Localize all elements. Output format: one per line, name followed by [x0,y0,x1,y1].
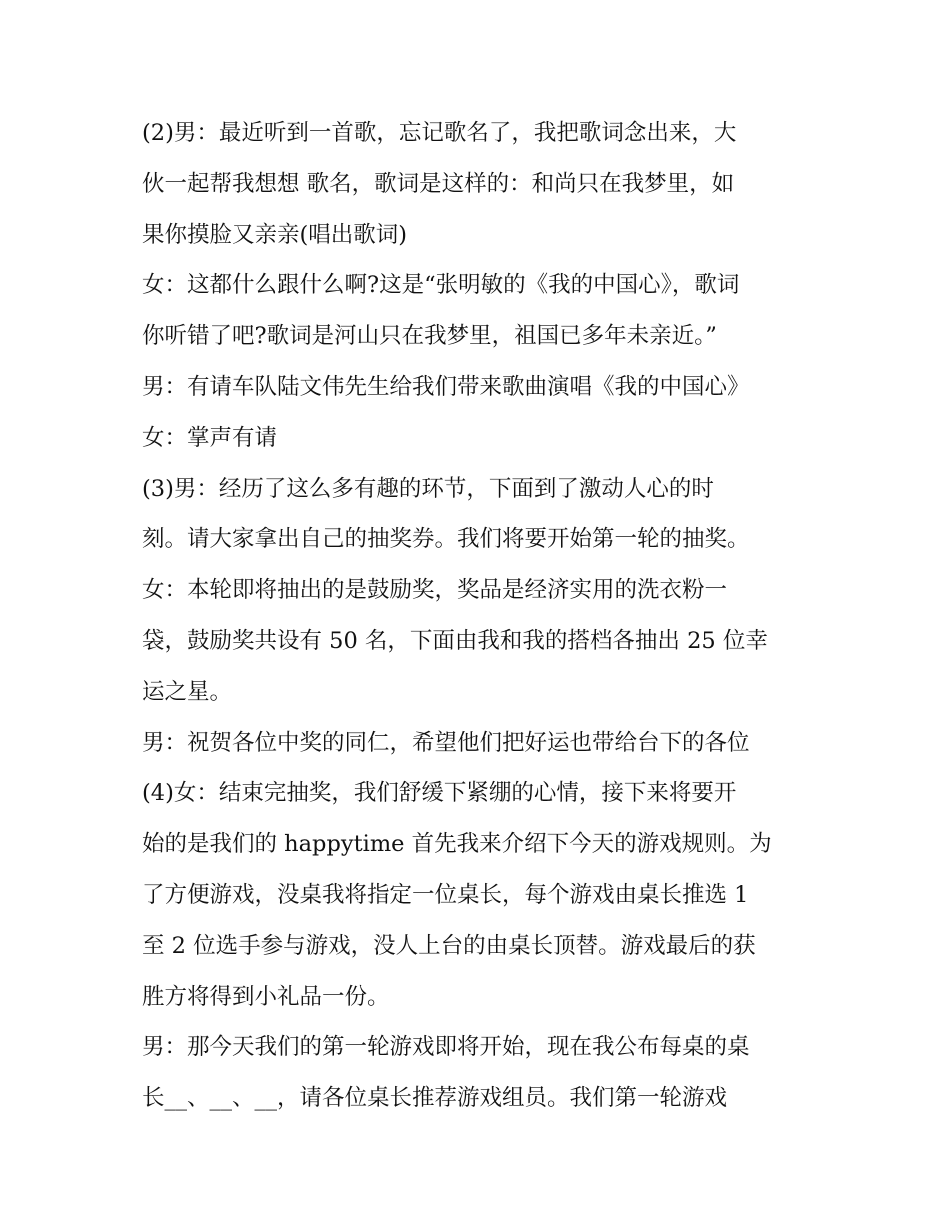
text-line: 女：这都什么跟什么啊?这是“张明敏的《我的中国心》，歌词 [142,272,740,299]
text-line: 运之星。 [142,678,233,705]
text-line: 了方便游戏，没桌我将指定一位桌长，每个游戏由桌长推选 1 [142,881,749,908]
text-line: 袋，鼓励奖共设有 50 名，下面由我和我的搭档各抽出 25 位幸 [142,627,768,654]
text-line: 女：本轮即将抽出的是鼓励奖，奖品是经济实用的洗衣粉一 [142,577,728,604]
text-line: 始的是我们的 happytime 首先我来介绍下今天的游戏规则。为 [142,831,772,858]
text-line: 刻。请大家拿出自己的抽奖券。我们将要开始第一轮的抽奖。 [142,526,750,553]
text-line: 果你摸脸又亲亲(唱出歌词) [142,221,408,248]
document-body [142,108,822,1124]
text-line: (3)男：经历了这么多有趣的环节，下面到了激动人心的时 [142,475,714,502]
text-line: 伙一起帮我想想 歌名，歌词是这样的：和尚只在我梦里，如 [142,170,735,197]
text-line: 长__、__、__，请各位桌长推荐游戏组员。我们第一轮游戏 [142,1085,728,1112]
text-line: 至 2 位选手参与游戏，没人上台的由桌长顶替。游戏最后的获 [142,932,756,959]
text-line: 你听错了吧?歌词是河山只在我梦里，祖国已多年未亲近。” [142,323,717,350]
text-line: 女：掌声有请 [142,424,278,451]
text-line: 男：祝贺各位中奖的同仁，希望他们把好运也带给台下的各位 [142,729,750,756]
text-line: 胜方将得到小礼品一份。 [142,983,390,1010]
text-line: 男：那今天我们的第一轮游戏即将开始，现在我公布每桌的桌 [142,1034,750,1061]
text-line: (2)男：最近听到一首歌，忘记歌名了，我把歌词念出来，大 [142,120,737,146]
text-line: (4)女：结束完抽奖，我们舒缓下紧绷的心情，接下来将要开 [142,780,737,807]
text-line: 男：有请车队陆文伟先生给我们带来歌曲演唱《我的中国心》 [142,373,750,400]
